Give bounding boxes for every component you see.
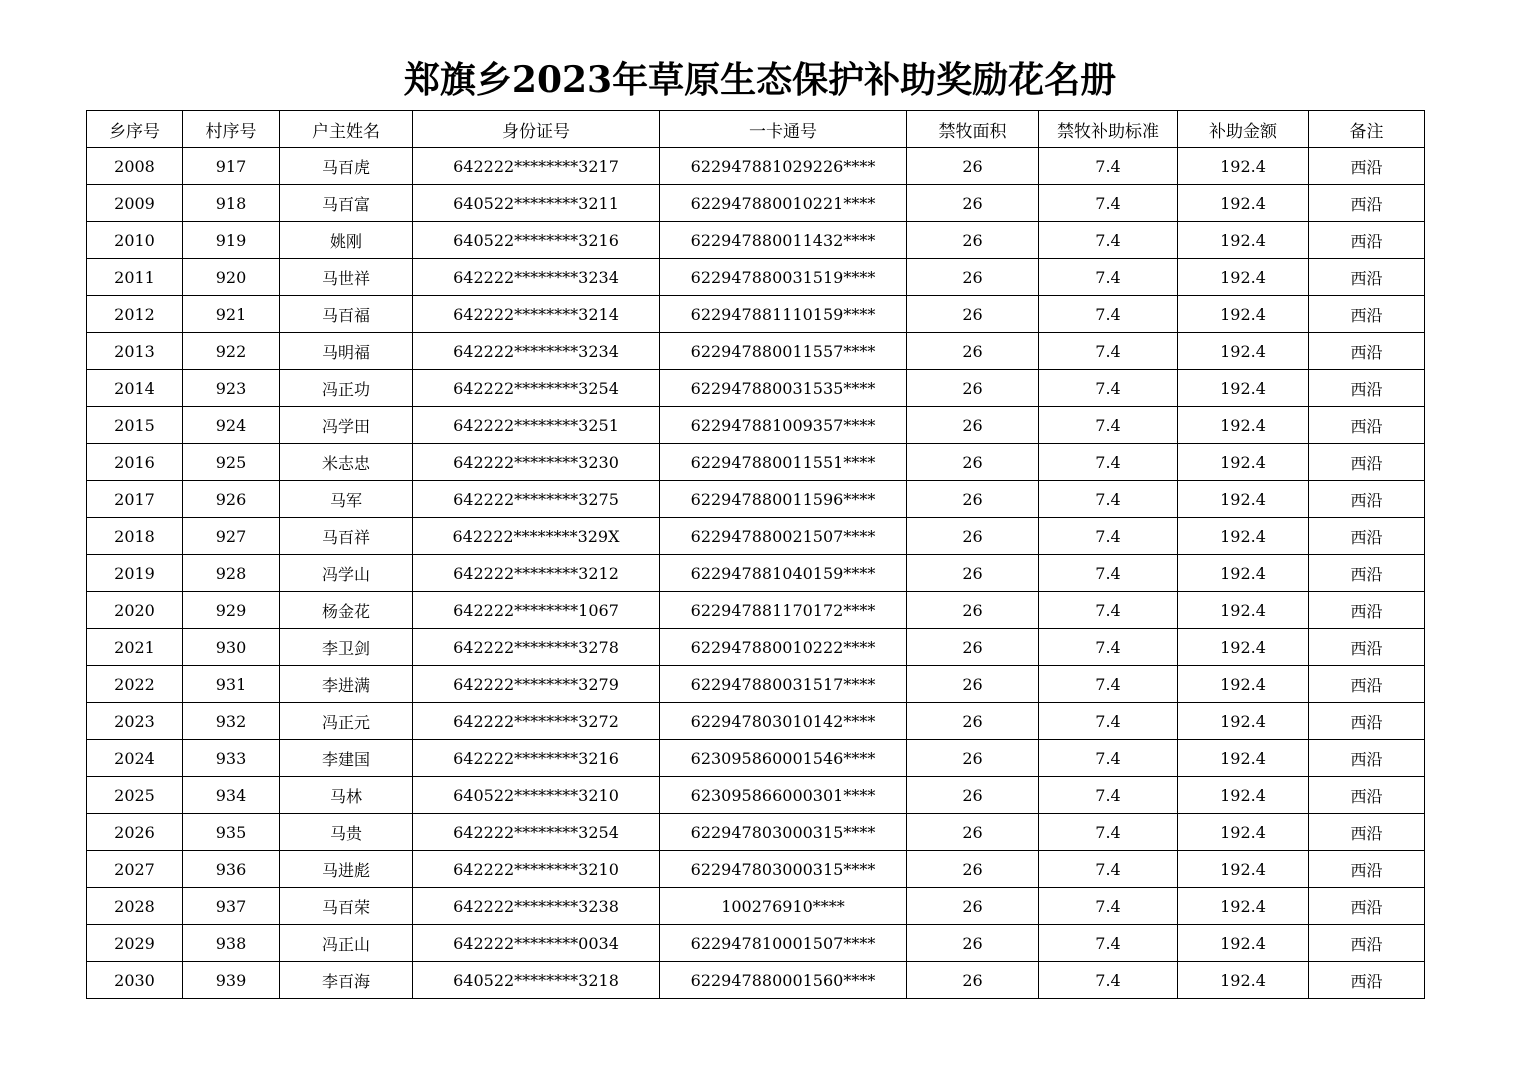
township-serial-cell: 2020 — [87, 592, 183, 629]
id-number-cell: 640522********3210 — [413, 777, 660, 814]
village-serial-cell: 939 — [183, 962, 280, 999]
column-header: 备注 — [1309, 111, 1425, 148]
card-number-cell: 622947880010222**** — [660, 629, 907, 666]
table-row — [87, 296, 1425, 333]
subsidy-amount-cell: 192.4 — [1178, 925, 1309, 962]
subsidy-rate-cell: 7.4 — [1039, 518, 1178, 555]
householder-name-cell: 杨金花 — [280, 592, 413, 629]
remark-cell: 西沿 — [1309, 444, 1425, 481]
township-serial-cell: 2026 — [87, 814, 183, 851]
subsidy-amount-cell: 192.4 — [1178, 481, 1309, 518]
table-row — [87, 333, 1425, 370]
id-number-cell: 642222********3251 — [413, 407, 660, 444]
subsidy-rate-cell: 7.4 — [1039, 444, 1178, 481]
subsidy-rate-cell: 7.4 — [1039, 555, 1178, 592]
householder-name-cell: 冯正山 — [280, 925, 413, 962]
column-header: 户主姓名 — [280, 111, 413, 148]
subsidy-amount-cell: 192.4 — [1178, 148, 1309, 185]
township-serial-cell: 2008 — [87, 148, 183, 185]
householder-name-cell: 马贵 — [280, 814, 413, 851]
remark-cell: 西沿 — [1309, 296, 1425, 333]
householder-name-cell: 姚刚 — [280, 222, 413, 259]
township-serial-cell: 2023 — [87, 703, 183, 740]
subsidy-rate-cell: 7.4 — [1039, 222, 1178, 259]
remark-cell: 西沿 — [1309, 592, 1425, 629]
village-serial-cell: 932 — [183, 703, 280, 740]
remark-cell: 西沿 — [1309, 185, 1425, 222]
subsidy-amount-cell: 192.4 — [1178, 814, 1309, 851]
grazing-ban-area-cell: 26 — [907, 851, 1039, 888]
village-serial-cell: 935 — [183, 814, 280, 851]
grazing-ban-area-cell: 26 — [907, 222, 1039, 259]
village-serial-cell: 926 — [183, 481, 280, 518]
id-number-cell: 642222********3214 — [413, 296, 660, 333]
village-serial-cell: 938 — [183, 925, 280, 962]
table-row — [87, 592, 1425, 629]
householder-name-cell: 李百海 — [280, 962, 413, 999]
subsidy-amount-cell: 192.4 — [1178, 518, 1309, 555]
township-serial-cell: 2009 — [87, 185, 183, 222]
householder-name-cell: 马百福 — [280, 296, 413, 333]
village-serial-cell: 919 — [183, 222, 280, 259]
column-header: 禁牧面积 — [907, 111, 1039, 148]
subsidy-rate-cell: 7.4 — [1039, 962, 1178, 999]
card-number-cell: 622947880011432**** — [660, 222, 907, 259]
id-number-cell: 642222********3278 — [413, 629, 660, 666]
id-number-cell: 642222********3212 — [413, 555, 660, 592]
id-number-cell: 642222********3275 — [413, 481, 660, 518]
table-row — [87, 481, 1425, 518]
householder-name-cell: 马明福 — [280, 333, 413, 370]
grazing-ban-area-cell: 26 — [907, 703, 1039, 740]
village-serial-cell: 934 — [183, 777, 280, 814]
column-header: 补助金额 — [1178, 111, 1309, 148]
id-number-cell: 642222********3234 — [413, 333, 660, 370]
header-row — [87, 111, 1425, 148]
village-serial-cell: 920 — [183, 259, 280, 296]
householder-name-cell: 李进满 — [280, 666, 413, 703]
column-header: 身份证号 — [413, 111, 660, 148]
subsidy-rate-cell: 7.4 — [1039, 592, 1178, 629]
township-serial-cell: 2011 — [87, 259, 183, 296]
roster-table — [86, 110, 1425, 999]
township-serial-cell: 2019 — [87, 555, 183, 592]
column-header: 乡序号 — [87, 111, 183, 148]
card-number-cell: 622947880011551**** — [660, 444, 907, 481]
card-number-cell: 623095866000301**** — [660, 777, 907, 814]
grazing-ban-area-cell: 26 — [907, 259, 1039, 296]
township-serial-cell: 2027 — [87, 851, 183, 888]
grazing-ban-area-cell: 26 — [907, 740, 1039, 777]
table-row — [87, 962, 1425, 999]
grazing-ban-area-cell: 26 — [907, 518, 1039, 555]
grazing-ban-area-cell: 26 — [907, 296, 1039, 333]
householder-name-cell: 冯学田 — [280, 407, 413, 444]
id-number-cell: 642222********0034 — [413, 925, 660, 962]
township-serial-cell: 2030 — [87, 962, 183, 999]
column-header: 一卡通号 — [660, 111, 907, 148]
remark-cell: 西沿 — [1309, 222, 1425, 259]
subsidy-rate-cell: 7.4 — [1039, 851, 1178, 888]
table-row — [87, 444, 1425, 481]
table-row — [87, 703, 1425, 740]
column-header: 禁牧补助标准 — [1039, 111, 1178, 148]
village-serial-cell: 923 — [183, 370, 280, 407]
grazing-ban-area-cell: 26 — [907, 962, 1039, 999]
remark-cell: 西沿 — [1309, 777, 1425, 814]
subsidy-rate-cell: 7.4 — [1039, 888, 1178, 925]
subsidy-rate-cell: 7.4 — [1039, 333, 1178, 370]
table-row — [87, 407, 1425, 444]
township-serial-cell: 2028 — [87, 888, 183, 925]
village-serial-cell: 929 — [183, 592, 280, 629]
subsidy-rate-cell: 7.4 — [1039, 296, 1178, 333]
grazing-ban-area-cell: 26 — [907, 629, 1039, 666]
table-row — [87, 629, 1425, 666]
subsidy-amount-cell: 192.4 — [1178, 851, 1309, 888]
grazing-ban-area-cell: 26 — [907, 666, 1039, 703]
remark-cell: 西沿 — [1309, 518, 1425, 555]
subsidy-amount-cell: 192.4 — [1178, 962, 1309, 999]
card-number-cell: 622947880031519**** — [660, 259, 907, 296]
card-number-cell: 622947880011557**** — [660, 333, 907, 370]
remark-cell: 西沿 — [1309, 259, 1425, 296]
subsidy-amount-cell: 192.4 — [1178, 629, 1309, 666]
householder-name-cell: 马军 — [280, 481, 413, 518]
table-row — [87, 666, 1425, 703]
village-serial-cell: 927 — [183, 518, 280, 555]
card-number-cell: 622947880031535**** — [660, 370, 907, 407]
grazing-ban-area-cell: 26 — [907, 777, 1039, 814]
card-number-cell: 622947881110159**** — [660, 296, 907, 333]
table-row — [87, 259, 1425, 296]
card-number-cell: 622947881040159**** — [660, 555, 907, 592]
township-serial-cell: 2021 — [87, 629, 183, 666]
subsidy-rate-cell: 7.4 — [1039, 259, 1178, 296]
village-serial-cell: 917 — [183, 148, 280, 185]
grazing-ban-area-cell: 26 — [907, 185, 1039, 222]
township-serial-cell: 2018 — [87, 518, 183, 555]
card-number-cell: 622947880031517**** — [660, 666, 907, 703]
grazing-ban-area-cell: 26 — [907, 370, 1039, 407]
remark-cell: 西沿 — [1309, 666, 1425, 703]
grazing-ban-area-cell: 26 — [907, 925, 1039, 962]
subsidy-rate-cell: 7.4 — [1039, 481, 1178, 518]
id-number-cell: 642222********329X — [413, 518, 660, 555]
column-header: 村序号 — [183, 111, 280, 148]
table-row — [87, 185, 1425, 222]
village-serial-cell: 936 — [183, 851, 280, 888]
village-serial-cell: 921 — [183, 296, 280, 333]
township-serial-cell: 2029 — [87, 925, 183, 962]
subsidy-rate-cell: 7.4 — [1039, 814, 1178, 851]
subsidy-amount-cell: 192.4 — [1178, 555, 1309, 592]
householder-name-cell: 马百虎 — [280, 148, 413, 185]
subsidy-amount-cell: 192.4 — [1178, 888, 1309, 925]
remark-cell: 西沿 — [1309, 148, 1425, 185]
remark-cell: 西沿 — [1309, 370, 1425, 407]
householder-name-cell: 李建国 — [280, 740, 413, 777]
grazing-ban-area-cell: 26 — [907, 444, 1039, 481]
grazing-ban-area-cell: 26 — [907, 592, 1039, 629]
subsidy-rate-cell: 7.4 — [1039, 148, 1178, 185]
subsidy-amount-cell: 192.4 — [1178, 740, 1309, 777]
village-serial-cell: 918 — [183, 185, 280, 222]
township-serial-cell: 2010 — [87, 222, 183, 259]
id-number-cell: 642222********1067 — [413, 592, 660, 629]
remark-cell: 西沿 — [1309, 962, 1425, 999]
subsidy-amount-cell: 192.4 — [1178, 592, 1309, 629]
id-number-cell: 640522********3211 — [413, 185, 660, 222]
village-serial-cell: 937 — [183, 888, 280, 925]
subsidy-rate-cell: 7.4 — [1039, 407, 1178, 444]
township-serial-cell: 2013 — [87, 333, 183, 370]
grazing-ban-area-cell: 26 — [907, 148, 1039, 185]
village-serial-cell: 933 — [183, 740, 280, 777]
grazing-ban-area-cell: 26 — [907, 407, 1039, 444]
village-serial-cell: 930 — [183, 629, 280, 666]
remark-cell: 西沿 — [1309, 555, 1425, 592]
id-number-cell: 642222********3230 — [413, 444, 660, 481]
table-row — [87, 888, 1425, 925]
remark-cell: 西沿 — [1309, 703, 1425, 740]
householder-name-cell: 马百祥 — [280, 518, 413, 555]
table-row — [87, 740, 1425, 777]
township-serial-cell: 2014 — [87, 370, 183, 407]
village-serial-cell: 925 — [183, 444, 280, 481]
id-number-cell: 642222********3238 — [413, 888, 660, 925]
village-serial-cell: 922 — [183, 333, 280, 370]
card-number-cell: 622947880021507**** — [660, 518, 907, 555]
householder-name-cell: 冯正元 — [280, 703, 413, 740]
card-number-cell: 622947880010221**** — [660, 185, 907, 222]
card-number-cell: 623095860001546**** — [660, 740, 907, 777]
grazing-ban-area-cell: 26 — [907, 888, 1039, 925]
village-serial-cell: 931 — [183, 666, 280, 703]
subsidy-amount-cell: 192.4 — [1178, 333, 1309, 370]
remark-cell: 西沿 — [1309, 814, 1425, 851]
table-row — [87, 555, 1425, 592]
id-number-cell: 642222********3210 — [413, 851, 660, 888]
subsidy-amount-cell: 192.4 — [1178, 296, 1309, 333]
householder-name-cell: 马百富 — [280, 185, 413, 222]
table-row — [87, 925, 1425, 962]
householder-name-cell: 米志忠 — [280, 444, 413, 481]
id-number-cell: 642222********3272 — [413, 703, 660, 740]
township-serial-cell: 2017 — [87, 481, 183, 518]
subsidy-rate-cell: 7.4 — [1039, 703, 1178, 740]
subsidy-rate-cell: 7.4 — [1039, 370, 1178, 407]
subsidy-amount-cell: 192.4 — [1178, 185, 1309, 222]
subsidy-rate-cell: 7.4 — [1039, 185, 1178, 222]
card-number-cell: 622947880001560**** — [660, 962, 907, 999]
grazing-ban-area-cell: 26 — [907, 555, 1039, 592]
householder-name-cell: 李卫剑 — [280, 629, 413, 666]
card-number-cell: 622947803010142**** — [660, 703, 907, 740]
card-number-cell: 100276910**** — [660, 888, 907, 925]
remark-cell: 西沿 — [1309, 629, 1425, 666]
village-serial-cell: 928 — [183, 555, 280, 592]
remark-cell: 西沿 — [1309, 888, 1425, 925]
table-body — [87, 148, 1425, 999]
remark-cell: 西沿 — [1309, 851, 1425, 888]
subsidy-amount-cell: 192.4 — [1178, 259, 1309, 296]
subsidy-amount-cell: 192.4 — [1178, 407, 1309, 444]
remark-cell: 西沿 — [1309, 925, 1425, 962]
subsidy-rate-cell: 7.4 — [1039, 740, 1178, 777]
township-serial-cell: 2025 — [87, 777, 183, 814]
subsidy-rate-cell: 7.4 — [1039, 777, 1178, 814]
township-serial-cell: 2015 — [87, 407, 183, 444]
remark-cell: 西沿 — [1309, 333, 1425, 370]
card-number-cell: 622947881029226**** — [660, 148, 907, 185]
id-number-cell: 642222********3254 — [413, 370, 660, 407]
card-number-cell: 622947880011596**** — [660, 481, 907, 518]
subsidy-rate-cell: 7.4 — [1039, 666, 1178, 703]
table-row — [87, 222, 1425, 259]
township-serial-cell: 2016 — [87, 444, 183, 481]
grazing-ban-area-cell: 26 — [907, 333, 1039, 370]
subsidy-rate-cell: 7.4 — [1039, 629, 1178, 666]
householder-name-cell: 马林 — [280, 777, 413, 814]
householder-name-cell: 冯正功 — [280, 370, 413, 407]
subsidy-amount-cell: 192.4 — [1178, 444, 1309, 481]
id-number-cell: 642222********3254 — [413, 814, 660, 851]
card-number-cell: 622947803000315**** — [660, 851, 907, 888]
table-row — [87, 370, 1425, 407]
table-row — [87, 518, 1425, 555]
village-serial-cell: 924 — [183, 407, 280, 444]
subsidy-amount-cell: 192.4 — [1178, 370, 1309, 407]
township-serial-cell: 2024 — [87, 740, 183, 777]
id-number-cell: 640522********3216 — [413, 222, 660, 259]
householder-name-cell: 马百荣 — [280, 888, 413, 925]
householder-name-cell: 冯学山 — [280, 555, 413, 592]
card-number-cell: 622947881009357**** — [660, 407, 907, 444]
id-number-cell: 642222********3216 — [413, 740, 660, 777]
remark-cell: 西沿 — [1309, 481, 1425, 518]
id-number-cell: 642222********3279 — [413, 666, 660, 703]
remark-cell: 西沿 — [1309, 407, 1425, 444]
township-serial-cell: 2012 — [87, 296, 183, 333]
subsidy-amount-cell: 192.4 — [1178, 703, 1309, 740]
householder-name-cell: 马世祥 — [280, 259, 413, 296]
remark-cell: 西沿 — [1309, 740, 1425, 777]
table-row — [87, 148, 1425, 185]
subsidy-amount-cell: 192.4 — [1178, 777, 1309, 814]
page-title: 郑旗乡2023年草原生态保护补助奖励花名册 — [403, 59, 1117, 101]
card-number-cell: 622947881170172**** — [660, 592, 907, 629]
id-number-cell: 642222********3234 — [413, 259, 660, 296]
card-number-cell: 622947810001507**** — [660, 925, 907, 962]
table-row — [87, 777, 1425, 814]
card-number-cell: 622947803000315**** — [660, 814, 907, 851]
subsidy-rate-cell: 7.4 — [1039, 925, 1178, 962]
id-number-cell: 640522********3218 — [413, 962, 660, 999]
table-row — [87, 851, 1425, 888]
householder-name-cell: 马进彪 — [280, 851, 413, 888]
id-number-cell: 642222********3217 — [413, 148, 660, 185]
grazing-ban-area-cell: 26 — [907, 814, 1039, 851]
subsidy-amount-cell: 192.4 — [1178, 666, 1309, 703]
township-serial-cell: 2022 — [87, 666, 183, 703]
table-row — [87, 814, 1425, 851]
grazing-ban-area-cell: 26 — [907, 481, 1039, 518]
subsidy-amount-cell: 192.4 — [1178, 222, 1309, 259]
